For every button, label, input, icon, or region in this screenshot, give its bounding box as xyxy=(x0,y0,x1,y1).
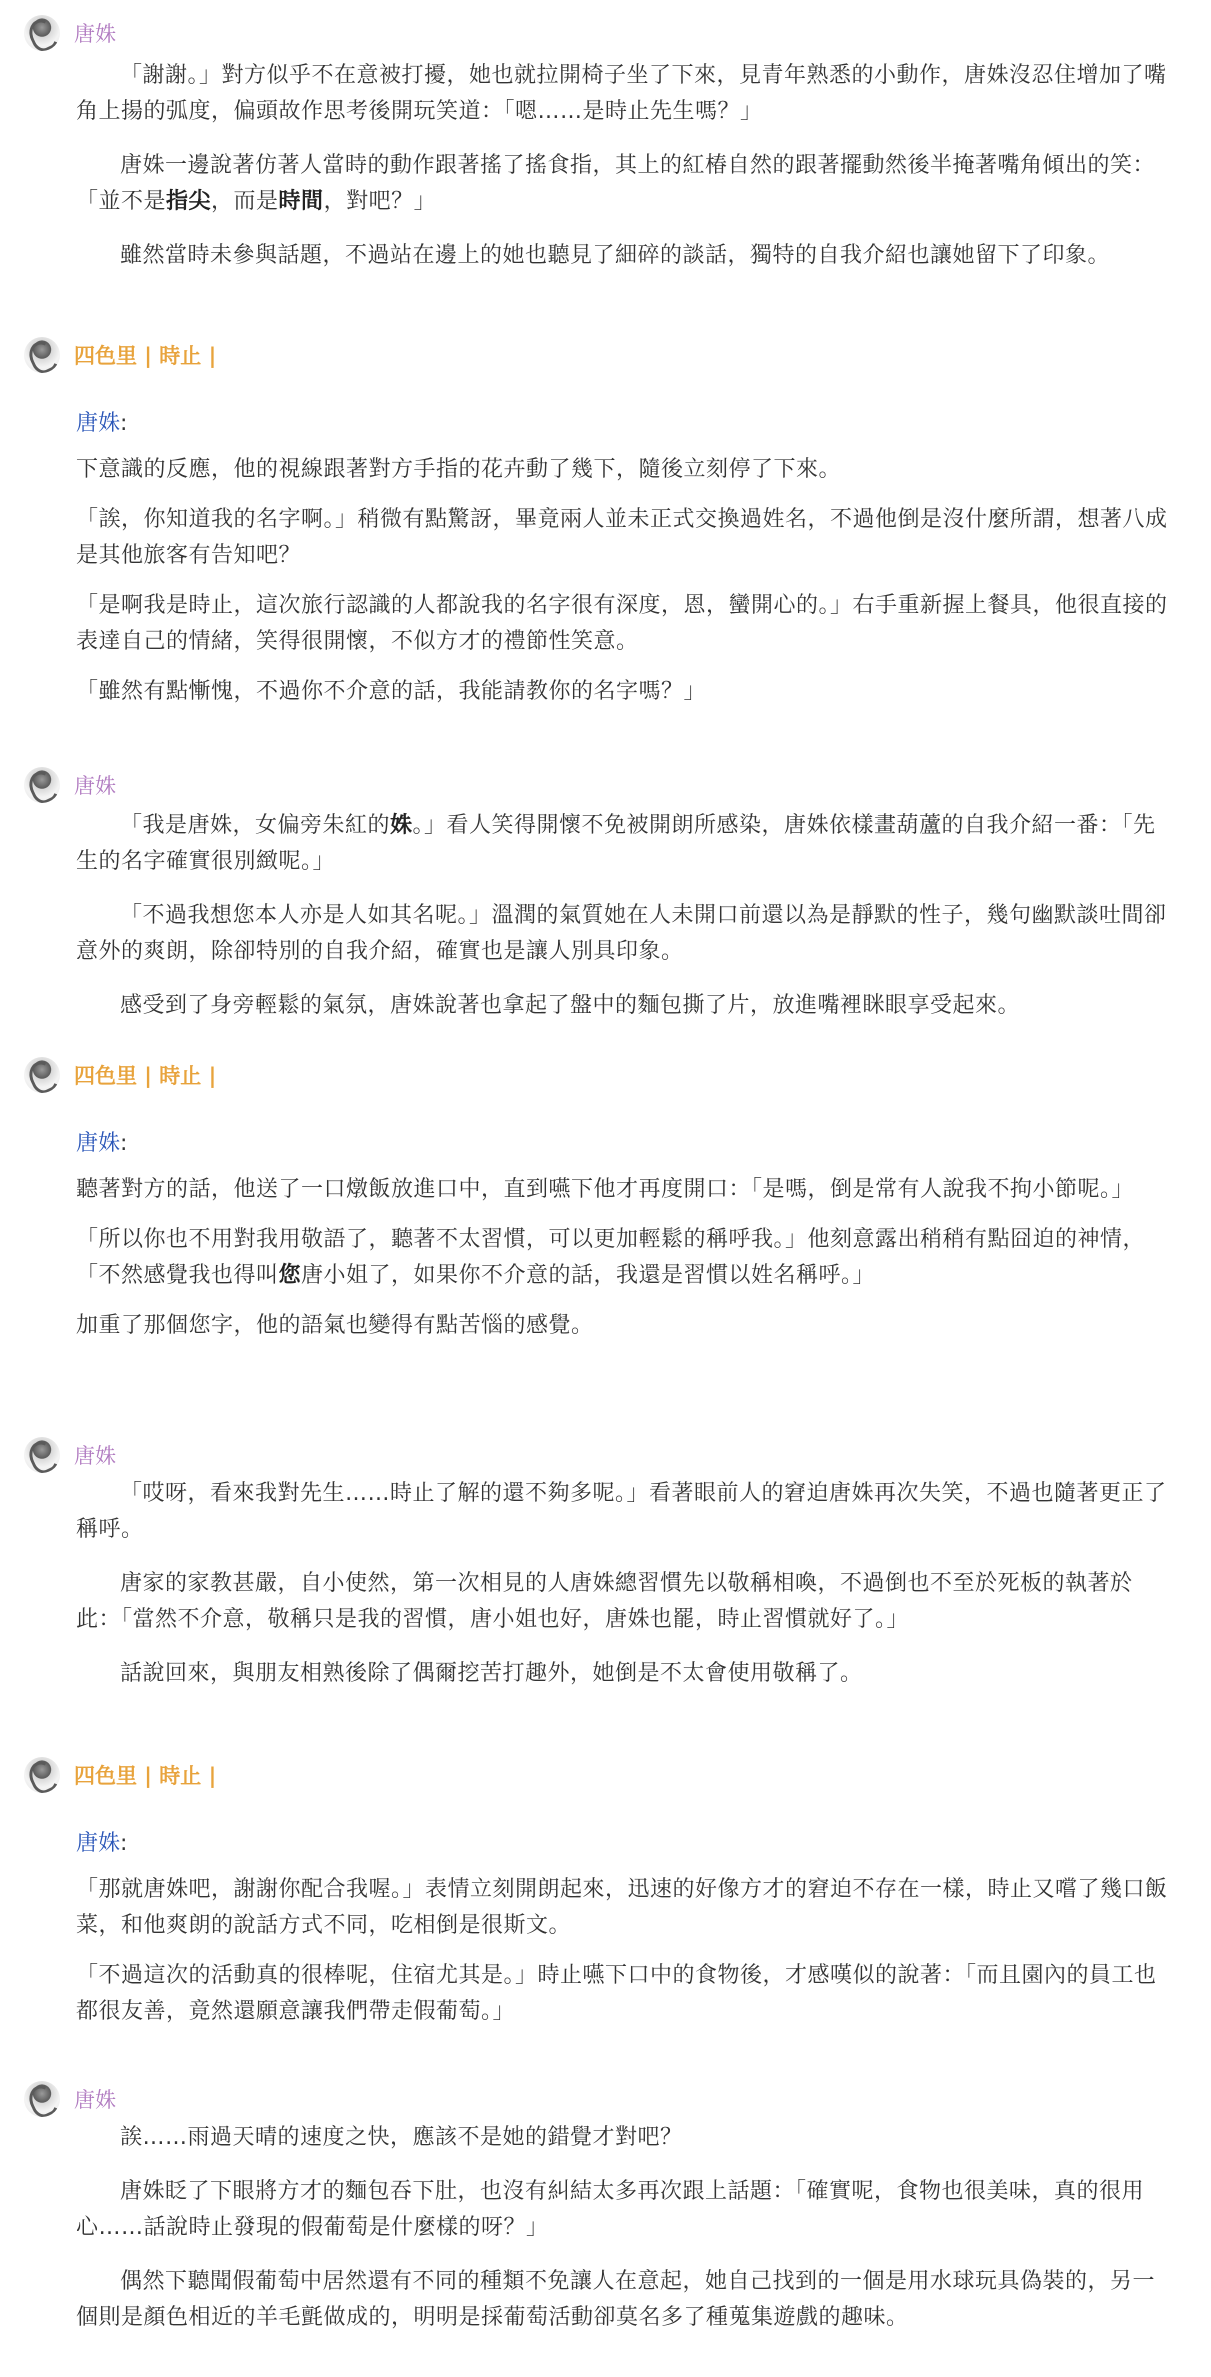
addressee: 唐姝: xyxy=(76,1831,128,1856)
paragraph: 加重了那個您字，他的語氣也變得有點苦惱的感覺。 xyxy=(76,1313,594,1338)
paragraph: 聽著對方的話，他送了一口燉飯放進口中，直到嚥下他才再度開口：「是嗎，倒是常有人說我不拘小節呢。」 xyxy=(76,1177,1135,1202)
paragraph: 下意識的反應，他的視線跟著對方手指的花卉動了幾下，隨後立刻停了下來。 xyxy=(76,457,842,482)
avatar[interactable] xyxy=(24,1057,60,1093)
post xyxy=(24,1436,1174,1710)
paragraph: 「哎呀，看來我對先生……時止了解的還不夠多呢。」看著眼前人的窘迫唐姝再次失笑，不過也隨著更正了稱呼。 xyxy=(76,1481,1167,1542)
paragraph: 「謝謝。」對方似乎不在意被打擾，她也就拉開椅子坐了下來，見青年熟悉的小動作，唐姝沒忍住增加了嘴角上揚的弧度，偏頭故作思考後開玩笑道：「嗯……是時止先生嗎？」 xyxy=(76,63,1167,124)
paragraph: 「那就唐姝吧，謝謝你配合我喔。」表情立刻開朗起來，迅速的好像方才的窘迫不存在一樣，時止又嚐了幾口飯菜，和他爽朗的說話方式不同，吃相倒是很斯文。 xyxy=(76,1877,1168,1938)
post-header xyxy=(24,1056,1174,1094)
post-body xyxy=(76,1476,1174,1692)
author-name[interactable]: 唐姝 xyxy=(74,1444,116,1468)
paragraph: 「雖然有點慚愧，不過你不介意的話，我能請教你的名字嗎？」 xyxy=(76,679,707,704)
avatar[interactable] xyxy=(24,1757,60,1793)
post-header xyxy=(24,766,1174,804)
paragraph: 「不過我想您本人亦是人如其名呢。」溫潤的氣質她在人未開口前還以為是靜默的性子，幾句幽默談吐間卻意外的爽朗，除卻特別的自我介紹，確實也是讓人別具印象。 xyxy=(76,903,1167,964)
paragraph: 話說回來，與朋友相熟後除了偶爾挖苦打趣外，她倒是不太會使用敬稱了。 xyxy=(120,1661,863,1686)
avatar[interactable] xyxy=(24,15,60,51)
paragraph: 誒……雨過天晴的速度之快，應該不是她的錯覺才對吧？ xyxy=(120,2125,683,2150)
author-name[interactable]: 唐姝 xyxy=(74,774,116,798)
post xyxy=(24,14,1174,292)
post-header xyxy=(24,1436,1174,1474)
paragraph: 「不過這次的活動真的很棒呢，住宿尤其是。」時止嚥下口中的食物後，才感嘆似的說著：「而且園內的員工也都很友善，竟然還願意讓我們帶走假葡萄。」 xyxy=(76,1963,1157,2024)
post xyxy=(24,1756,1174,2044)
paragraph: 「誒，你知道我的名字啊。」稍微有點驚訝，畢竟兩人並未正式交換過姓名，不過他倒是沒什麼所謂，想著八成是其他旅客有告知吧？ xyxy=(76,507,1168,568)
post xyxy=(24,336,1174,724)
reply-body xyxy=(76,1126,1174,1344)
author-name[interactable]: 唐姝 xyxy=(74,22,116,46)
reply-body xyxy=(76,406,1174,710)
reply-body xyxy=(76,1826,1174,2030)
paragraph: 唐姝一邊說著仿著人當時的動作跟著搖了搖食指，其上的紅椿自然的跟著擺動然後半掩著嘴角傾出的笑：「並不是指尖，而是時間，對吧？」 xyxy=(76,153,1156,214)
post xyxy=(24,2080,1174,2354)
paragraph: 「是啊我是時止，這次旅行認識的人都說我的名字很有深度，恩，蠻開心的。」右手重新握上餐具，他很直接的表達自己的情緒，笑得很開懷，不似方才的禮節性笑意。 xyxy=(76,593,1168,654)
post-header xyxy=(24,2080,1174,2118)
avatar[interactable] xyxy=(24,1437,60,1473)
avatar[interactable] xyxy=(24,337,60,373)
post-header xyxy=(24,14,1174,52)
author-name[interactable]: 唐姝 xyxy=(74,2088,116,2112)
paragraph: 「我是唐姝，女偏旁朱紅的姝。」看人笑得開懷不免被開朗所感染，唐姝依樣畫葫蘆的自我介紹一番：「先生的名字確實很別緻呢。」 xyxy=(76,813,1156,874)
post-header xyxy=(24,336,1174,374)
post xyxy=(24,766,1174,1042)
post xyxy=(24,1056,1174,1358)
addressee: 唐姝: xyxy=(76,411,128,436)
paragraph: 雖然當時未參與話題，不過站在邊上的她也聽見了細碎的談話，獨特的自我介紹也讓她留下了印象。 xyxy=(120,243,1111,268)
addressee: 唐姝: xyxy=(76,1131,128,1156)
author-name[interactable]: 四色里 | 時止 | xyxy=(74,344,217,368)
author-name[interactable]: 四色里 | 時止 | xyxy=(74,1064,217,1088)
post-body xyxy=(76,58,1174,274)
paragraph: 偶然下聽聞假葡萄中居然還有不同的種類不免讓人在意起，她自己找到的一個是用水球玩具偽裝的，另一個則是顏色相近的羊毛氈做成的，明明是採葡萄活動卻莫名多了種蒐集遊戲的趣味。 xyxy=(76,2269,1156,2330)
post-header xyxy=(24,1756,1174,1794)
post-body xyxy=(76,2120,1174,2336)
paragraph: 唐姝眨了下眼將方才的麵包吞下肚，也沒有糾結太多再次跟上話題：「確實呢，食物也很美味，真的很用心……話說時止發現的假葡萄是什麼樣的呀？」 xyxy=(76,2179,1145,2240)
post-body xyxy=(76,808,1174,1024)
paragraph: 「所以你也不用對我用敬語了，聽著不太習慣，可以更加輕鬆的稱呼我。」他刻意露出稍稍有點囧迫的神情，「不然感覺我也得叫您唐小姐了，如果你不介意的話，我還是習慣以姓名稱呼。」 xyxy=(76,1227,1146,1288)
paragraph: 唐家的家教甚嚴，自小使然，第一次相見的人唐姝總習慣先以敬稱相喚，不過倒也不至於死板的執著於此：「當然不介意，敬稱只是我的習慣，唐小姐也好，唐姝也罷，時止習慣就好了。」 xyxy=(76,1571,1133,1632)
author-name[interactable]: 四色里 | 時止 | xyxy=(74,1764,217,1788)
avatar[interactable] xyxy=(24,2081,60,2117)
avatar[interactable] xyxy=(24,767,60,803)
paragraph: 感受到了身旁輕鬆的氣氛，唐姝說著也拿起了盤中的麵包撕了片，放進嘴裡眯眼享受起來。 xyxy=(120,993,1021,1018)
